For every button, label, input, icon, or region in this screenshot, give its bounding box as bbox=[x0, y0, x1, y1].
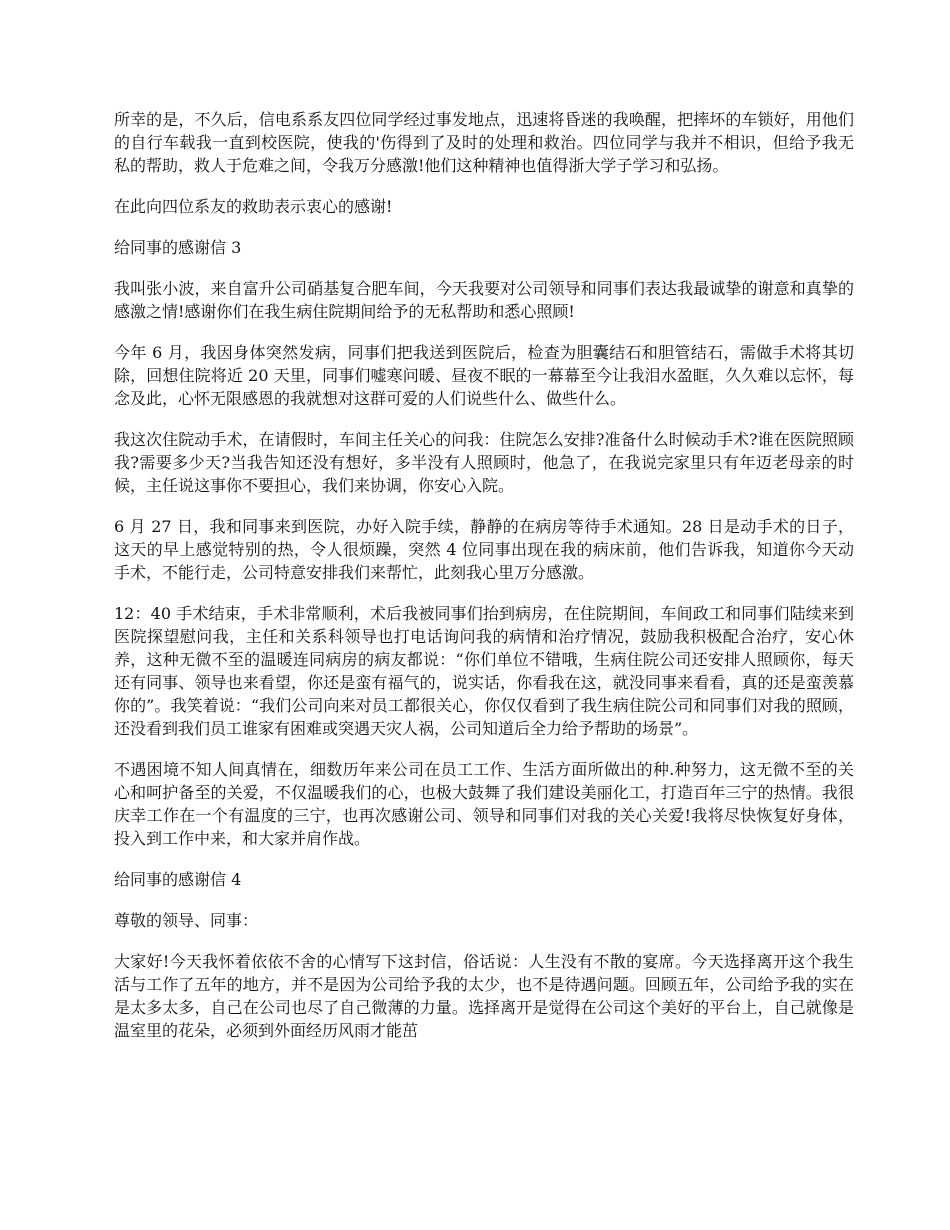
paragraph: 在此向四位系友的救助表示衷心的感谢! bbox=[114, 197, 393, 216]
paragraph: 所幸的是，不久后，信电系系友四位同学经过事发地点，迅速将昏迷的我唤醒，把摔坏的车锁好，用他们的自行车载我一直到校医院，使我的'伤得到了及时的处理和救治。四位同学与我并不相识，但给予我无私的帮助，救人于危难之间，令我万分感激!他们这种精神也值得浙大学子学习和弘扬。 bbox=[114, 110, 854, 175]
document-body bbox=[114, 108, 854, 1060]
paragraph: 我这次住院动手术，在请假时，车间主任关心的问我：住院怎么安排?准备什么时候动手术?谁在医院照顾我?需要多少天?当我告知还没有想好，多半没有人照顾时，他急了，在我说完家里只有年迈老母亲的时候，主任说这事你不要担心，我们来协调，你安心入院。 bbox=[114, 430, 854, 495]
paragraph: 今年 6 月，我因身体突然发病，同事们把我送到医院后，检查为胆囊结石和胆管结石，需做手术将其切除，回想住院将近 20 天里，同事们嘘寒问暖、昼夜不眠的一幕幕至今让我泪水盈眶，久久难以忘怀，每念及此，心怀无限感恩的我就想对这群可爱的人们说些什么、做些什么。 bbox=[114, 343, 854, 408]
paragraph: 6 月 27 日，我和同事来到医院，办好入院手续，静静的在病房等待手术通知。28 日是动手术的日子，这天的早上感觉特别的热，令人很烦躁，突然 4 位同事出现在我的病床前，他们告诉我，知道你今天动手术，不能行走，公司特意安排我们来帮忙，此刻我心里万分感激。 bbox=[114, 517, 854, 582]
paragraph: 我叫张小波，来自富升公司硝基复合肥车间，今天我要对公司领导和同事们表达我最诚挚的谢意和真挚的感激之情!感谢你们在我生病住院期间给予的无私帮助和悉心照顾! bbox=[114, 279, 854, 321]
paragraph: 大家好!今天我怀着依依不舍的心情写下这封信，俗话说：人生没有不散的宴席。今天选择离开这个我生活与工作了五年的地方，并不是因为公司给予我的太少，也不是待遇问题。回顾五年，公司给予我的实在是太多太多，自己在公司也尽了自己微薄的力量。选择离开是觉得在公司这个美好的平台上，自己就像是温室里的花朵，必须到外面经历风雨才能茁 bbox=[114, 952, 854, 1040]
salutation: 尊敬的领导、同事： bbox=[114, 911, 259, 930]
section-heading: 给同事的感谢信 4 bbox=[114, 870, 242, 889]
paragraph: 不遇困境不知人间真情在，细数历年来公司在员工工作、生活方面所做出的种.种努力，这无微不至的关心和呵护备至的关爱，不仅温暖我们的心，也极大鼓舞了我们建设美丽化工，打造百年三宁的热情。我很庆幸工作在一个有温度的三宁，也再次感谢公司、领导和同事们对我的关心关爱!我将尽快恢复好身体，投入到工作中来，和大家并肩作战。 bbox=[114, 760, 854, 848]
section-heading: 给同事的感谢信 3 bbox=[114, 238, 242, 257]
paragraph: 12：40 手术结束，手术非常顺利，术后我被同事们抬到病房，在住院期间，车间政工和同事们陆续来到医院探望慰问我，主任和关系科领导也打电话询问我的病情和治疗情况，鼓励我积极配合治疗，安心休养，这种无微不至的温暖连同病房的病友都说：“你们单位不错哦，生病住院公司还安排人照顾你，每天还有同事、领导也来看望，你还是蛮有福气的，说实话，你看我在这，就没同事来看看，真的还是蛮羡慕你的”。我笑着说：“我们公司向来对员工都很关心，你仅仅看到了我生病住院公司和同事们对我的照顾，还没看到我们员工谁家有困难或突遇天灾人祸，公司知道后全力给予帮助的场景”。 bbox=[114, 604, 854, 738]
